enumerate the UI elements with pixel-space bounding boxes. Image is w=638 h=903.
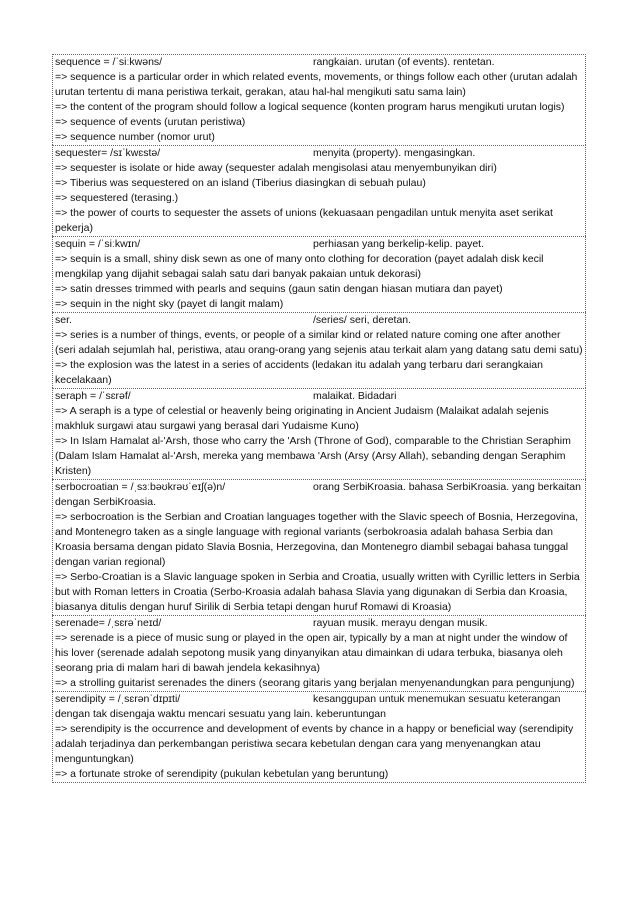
entry-example-line: => sequence of events (urutan peristiwa) xyxy=(55,116,246,128)
entry-example-line: => serendipity is the occurrence and development of events by chance in a happy or beneficial way (serendipity adalah terjadinya dan perkembangan peristiwa secara kebetulan dengan cara yang menyenangkan atau menguntungkan) xyxy=(55,723,574,765)
entry-example-line: => Serbo-Croatian is a Slavic language spoken in Serbia and Croatia, usually written with Cyrillic letters in Serbia but with Roman letters in Croatia (Serbo-Kroasia adalah bahasa Slavia yang digunakan di Serbia dan Kroasia, biasanya ditulis dengan huruf Sirilik di Serbia tetapi dengan huruf Romawi di Kroasia) xyxy=(55,571,580,613)
entry-term: sequence = /ˈsiːkwəns/ xyxy=(55,56,163,68)
entry-example-line: => the content of the program should follow a logical sequence (konten program harus mengikuti urutan logis) xyxy=(55,101,565,113)
entry-example-line: => sequester is isolate or hide away (sequester adalah mengisolasi atau menyembunyikan diri) xyxy=(55,162,497,174)
entry-definition: /series/ seri, deretan. xyxy=(313,314,412,326)
entry-serenade xyxy=(52,615,586,691)
entry-heading xyxy=(55,480,583,510)
entry-example-line: => sequin in the night sky (payet di langit malam) xyxy=(55,298,284,310)
entry-definition: orang SerbiKroasia. bahasa SerbiKroasia. yang berkaitan dengan SerbiKroasia. xyxy=(55,481,581,508)
entry-heading xyxy=(55,616,583,631)
entry-example-line: => Tiberius was sequestered on an island (Tiberius diasingkan di sebuah pulau) xyxy=(55,177,426,189)
entry-definition: malaikat. Bidadari xyxy=(313,390,397,402)
dictionary-sheet xyxy=(52,54,586,783)
entry-sequin xyxy=(52,236,586,312)
entry-example-line: => In Islam Hamalat al-'Arsh, those who carry the 'Arsh (Throne of God), comparable to the Christian Seraphim (Dalam Islam Hamalat al-'Arsh, mereka yang membawa 'Arsh (Arsy (Arsy Allah), sebanding dengan Seraphim Kristen) xyxy=(55,435,571,477)
entry-term: serendipity = /ˌsɛrənˈdɪpɪti/ xyxy=(55,693,181,705)
entry-example-line: => A seraph is a type of celestial or heavenly being originating in Ancient Judaism (Malaikat adalah sejenis makhluk surgawi atau surgawi yang berasal dari Yudaisme Kuno) xyxy=(55,405,549,432)
entry-example-line: => the explosion was the latest in a series of accidents (ledakan itu adalah yang terbaru dari serangkaian kecelakaan) xyxy=(55,359,543,386)
entry-term: serbocroatian = /ˌsɜːbəʊkrəʊˈeɪʃ(ə)n/ xyxy=(55,481,226,493)
entry-example-line: => satin dresses trimmed with pearls and sequins (gaun satin dengan hiasan mutiara dan payet) xyxy=(55,283,503,295)
entry-heading xyxy=(55,313,583,328)
entry-serbocroatian xyxy=(52,479,586,615)
entry-example-line: => sequin is a small, shiny disk sewn as one of many onto clothing for decoration (payet adalah disk kecil mengkilap yang dijahit sebagai salah satu dari banyak pakaian untuk dekorasi) xyxy=(55,253,544,280)
entry-heading xyxy=(55,237,583,252)
entry-example-line: => sequence number (nomor urut) xyxy=(55,131,215,143)
entry-example-line: => a strolling guitarist serenades the diners (seorang gitaris yang berjalan menyenandungkan para pengunjung) xyxy=(55,677,575,689)
entry-heading xyxy=(55,389,583,404)
entry-definition: rangkaian. urutan (of events). rentetan. xyxy=(313,56,495,68)
entry-heading xyxy=(55,146,583,161)
entry-example-line: => serenade is a piece of music sung or played in the open air, typically by a man at night under the window of his lover (serenade adalah sepotong musik yang dinyanyikan atau dimainkan di udara terbuka, biasanya oleh seorang pria di malam hari di bawah jendela kekasihnya) xyxy=(55,632,568,674)
entry-seraph xyxy=(52,388,586,479)
entry-definition: menyita (property). mengasingkan. xyxy=(313,147,476,159)
entry-definition: kesanggupan untuk menemukan sesuatu keterangan dengan tak disengaja waktu mencari sesuatu yang lain. keberuntungan xyxy=(55,693,561,720)
entry-definition: rayuan musik. merayu dengan musik. xyxy=(313,617,488,629)
entry-example-line: => sequence is a particular order in which related events, movements, or things follow each other (urutan adalah urutan tertentu di mana peristiwa terkait, gerakan, atau hal-hal mengikuti satu sama lain) xyxy=(55,71,578,98)
entry-example-line: => the power of courts to sequester the assets of unions (kekuasaan pengadilan untuk menyita aset serikat pekerja) xyxy=(55,207,553,234)
entry-term: sequester= /sɪˈkwɛstə/ xyxy=(55,147,161,159)
entry-ser xyxy=(52,312,586,388)
entry-heading xyxy=(55,55,583,70)
entry-term: ser. xyxy=(55,314,72,326)
entry-serendipity xyxy=(52,691,586,783)
entry-sequester xyxy=(52,145,586,236)
entry-term: serenade= /ˌsɛrəˈneɪd/ xyxy=(55,617,162,629)
entry-term: seraph = /ˈsɛrəf/ xyxy=(55,390,131,402)
entry-example-line: => sequestered (terasing.) xyxy=(55,192,179,204)
entry-sequence xyxy=(52,54,586,145)
entry-example-line: => a fortunate stroke of serendipity (pukulan kebetulan yang beruntung) xyxy=(55,768,389,780)
entry-example-line: => serbocroation is the Serbian and Croatian languages together with the Slavic speech of Bosnia, Herzegovina, and Montenegro taken as a single language with regional variants (serbokroasia adalah bahasa Serbia dan Kroasia bersama dengan pidato Slavia Bosnia, Herzegovina, dan Montenegro diambil sebagai bahasa tunggal dengan varian regional) xyxy=(55,511,578,568)
entry-definition: perhiasan yang berkelip-kelip. payet. xyxy=(313,238,485,250)
entry-example-line: => series is a number of things, events, or people of a similar kind or related nature coming one after another (seri adalah sejumlah hal, peristiwa, atau orang-orang yang sejenis atau terkait alam yang datang satu demi satu) xyxy=(55,329,583,356)
entry-term: sequin = /ˈsiːkwɪn/ xyxy=(55,238,141,250)
entry-heading xyxy=(55,692,583,722)
